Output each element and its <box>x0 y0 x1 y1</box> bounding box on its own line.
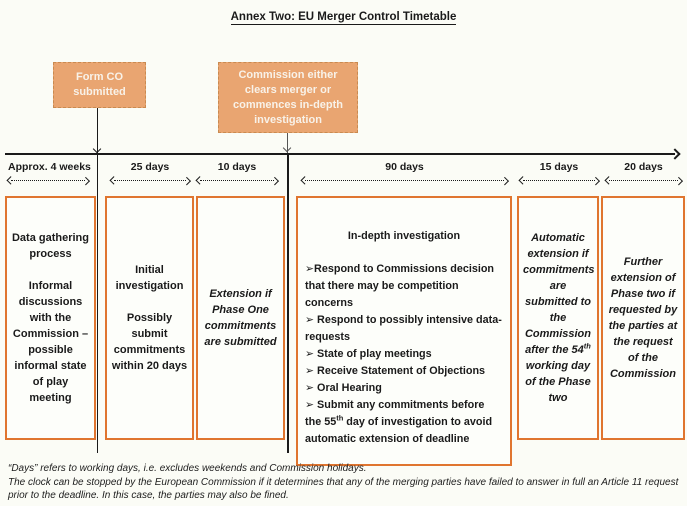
paragraph: Extension if Phase One commitments are submitted <box>204 288 277 348</box>
arrow-left-icon <box>196 177 204 185</box>
paragraph: Informal discussions with the Commission – possible informal state of play meeting <box>12 280 89 404</box>
bullet-text: Submit any commitments before the 55 <box>305 399 485 428</box>
double-arrow-icon <box>302 177 507 186</box>
paragraph: Possibly submit commitments within 20 days <box>111 312 188 372</box>
phase-box-further-extension <box>601 196 685 440</box>
duration-label-25-days: 25 days <box>130 161 170 173</box>
dotted-line <box>609 180 678 181</box>
dotted-line <box>523 180 595 181</box>
bullet-arrow-icon: ➢ <box>305 399 315 411</box>
bullet-arrow-icon: ➢ <box>305 348 315 360</box>
bullet-item <box>305 397 503 448</box>
arrow-right-icon <box>674 177 682 185</box>
footnotes <box>8 462 682 503</box>
bullet-text: State of play meetings <box>314 348 432 360</box>
arrow-left-icon <box>301 177 309 185</box>
double-arrow-icon <box>111 177 189 186</box>
connector-line-form-co <box>97 108 98 453</box>
superscript: th <box>583 341 591 351</box>
page-title <box>0 7 687 25</box>
arrow-right-icon <box>500 177 508 185</box>
bullet-text: Respond to possibly intensive data-requests <box>305 314 502 343</box>
bullet-arrow-icon: ➢ <box>305 314 315 326</box>
double-arrow-icon <box>606 177 681 186</box>
bullet-arrow-icon: ➢ <box>305 382 315 394</box>
phase-divider-line <box>287 155 289 453</box>
arrow-right-icon <box>270 177 278 185</box>
footnote-line: The clock can be stopped by the European Commission if it determines that any of the merging parties have failed to answer in full an Article 11 request prior to the deadline. In this case, the parties may also be fined. <box>8 476 679 501</box>
double-arrow-icon <box>197 177 277 186</box>
phase-box-phase-one-extension <box>196 196 285 440</box>
paragraph-text: working day of the Phase two <box>525 360 591 404</box>
commission-decision-box <box>218 62 358 133</box>
bullet-text: Respond to Commissions decision that there may be competition concerns <box>305 263 495 309</box>
paragraph <box>523 230 593 406</box>
footnote-line: “Days” refers to working days, i.e. excludes weekends and Commission holidays. <box>8 463 367 474</box>
bullet-text: Oral Hearing <box>314 382 382 394</box>
double-arrow-icon <box>8 177 88 186</box>
arrow-left-icon <box>605 177 613 185</box>
superscript: th <box>336 413 344 423</box>
dotted-line <box>11 180 85 181</box>
duration-label-10-days: 10 days <box>217 161 257 173</box>
dotted-line <box>200 180 274 181</box>
paragraph: Initial investigation <box>115 264 184 292</box>
duration-label-15-days: 15 days <box>539 161 579 173</box>
bullet-arrow-icon: ➢ <box>305 263 315 275</box>
bullet-item <box>305 261 503 312</box>
arrow-right-icon <box>81 177 89 185</box>
arrow-down-icon <box>283 144 291 152</box>
phase-box-in-depth-investigation <box>296 196 512 466</box>
commission-decision-label: Commission either clears merger or commences in-depth investigation <box>232 68 344 126</box>
bullet-text: Receive Statement of Objections <box>314 365 486 377</box>
arrow-down-icon <box>93 145 101 153</box>
dotted-line <box>114 180 186 181</box>
form-co-submitted-box <box>53 62 146 108</box>
duration-label-20-days: 20 days <box>624 161 663 173</box>
timeline-axis <box>5 153 675 155</box>
form-co-submitted-label: Form CO submitted <box>73 71 126 98</box>
page-title-text: Annex Two: EU Merger Control Timetable <box>230 11 457 23</box>
duration-label-90-days: 90 days <box>385 161 424 173</box>
phase-box-automatic-extension <box>517 196 599 440</box>
arrow-right-icon <box>591 177 599 185</box>
arrow-left-icon <box>110 177 118 185</box>
paragraph-text: Automatic extension if commitments are submitted to the Commission after the 54 <box>523 232 595 356</box>
phase-box-initial-investigation <box>105 196 194 440</box>
arrow-left-icon <box>519 177 527 185</box>
paragraph: Data gathering process <box>11 232 89 260</box>
dotted-line <box>305 180 504 181</box>
duration-label-approx-4-weeks: Approx. 4 weeks <box>8 161 91 173</box>
bullet-item <box>305 363 503 380</box>
bullet-text: day of investigation to avoid automatic extension of deadline <box>305 416 493 445</box>
in-depth-investigation-header: In-depth investigation <box>347 230 461 242</box>
bullet-item <box>305 380 503 397</box>
bullet-item <box>305 312 503 346</box>
arrow-right-icon <box>669 148 680 159</box>
arrow-right-icon <box>182 177 190 185</box>
double-arrow-icon <box>520 177 598 186</box>
paragraph: Further extension of Phase two if requested by the parties at the request of the Commission <box>608 256 678 380</box>
arrow-left-icon <box>7 177 15 185</box>
phase-box-data-gathering <box>5 196 96 440</box>
bullet-item <box>305 346 503 363</box>
bullet-arrow-icon: ➢ <box>305 365 315 377</box>
